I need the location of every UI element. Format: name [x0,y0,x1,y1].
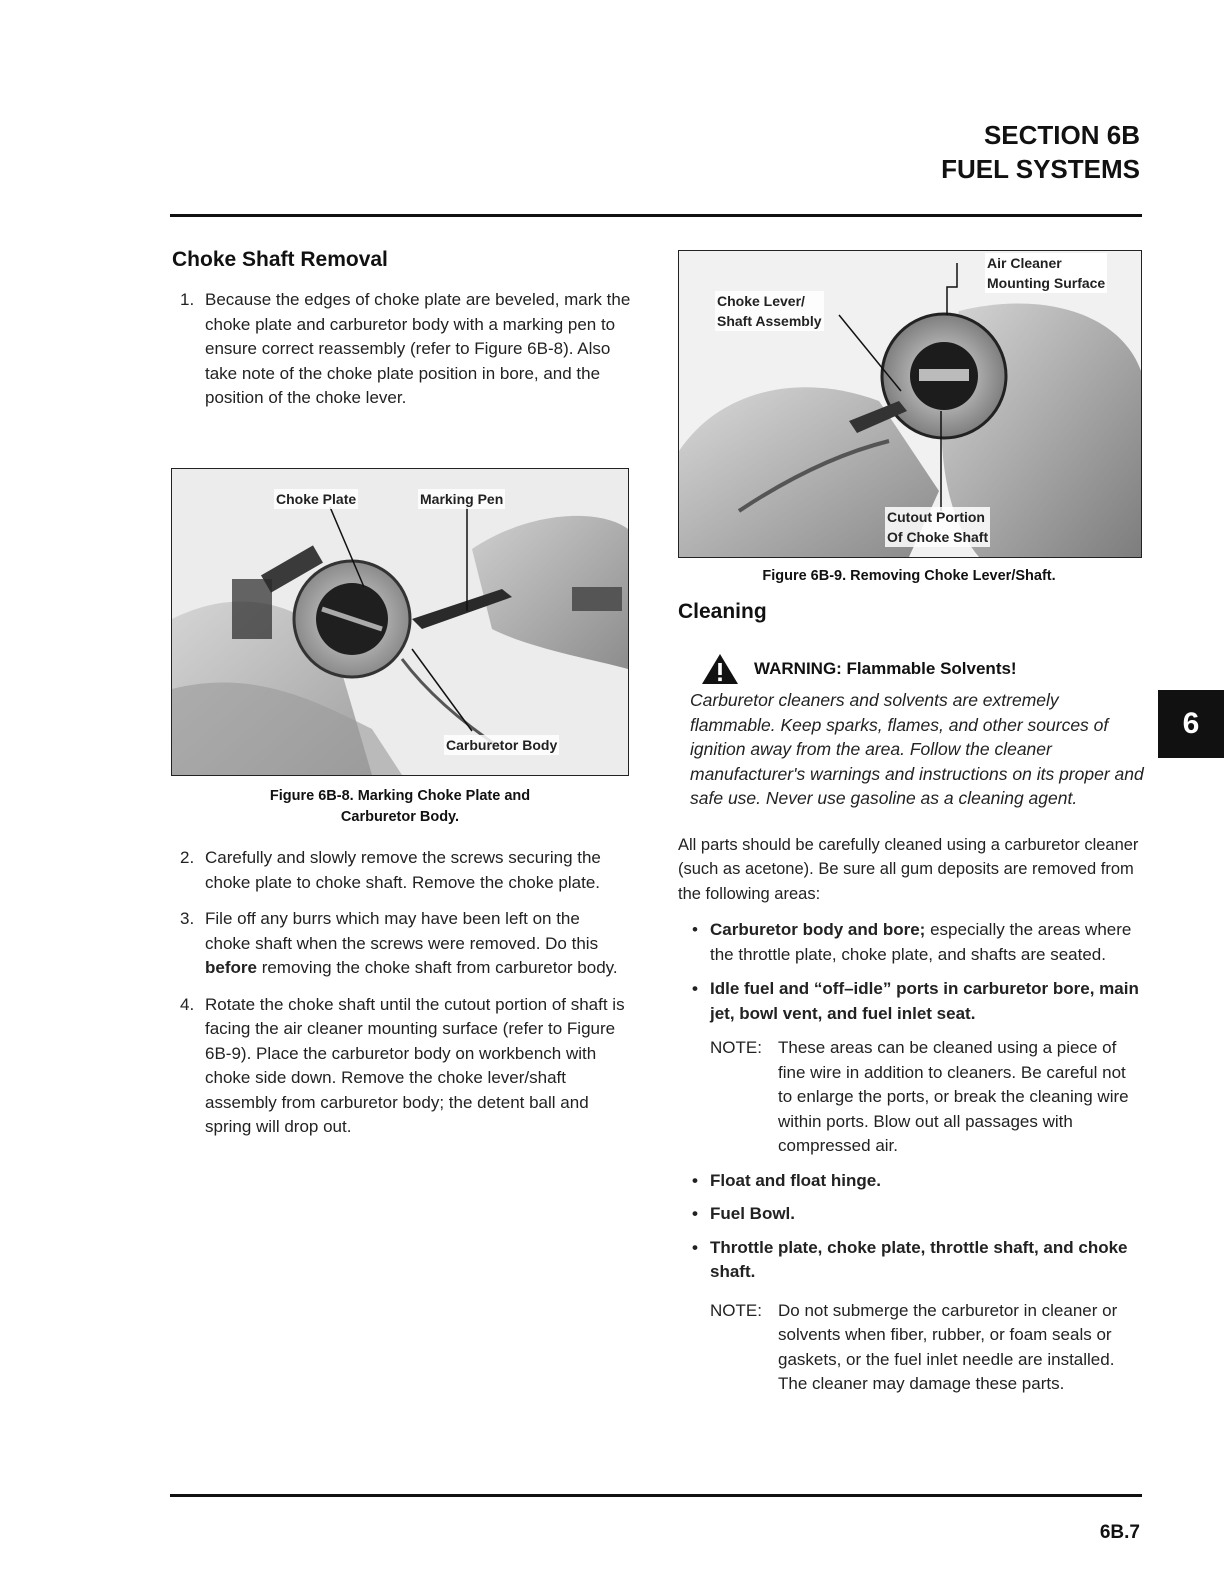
bullet-icon: • [692,1237,698,1257]
step-text-bold: before [205,958,257,977]
note-label: NOTE: [710,1038,762,1057]
label-marking-pen: Marking Pen [420,491,504,507]
step-text: Because the edges of choke plate are beveled, mark the choke plate and carburetor body with a marking pen to ensure correct reassembly (refer to Figure 6B-8). Also take note of the choke plate position in bore, and the position of the choke lever. [205,290,631,407]
step-text-post: removing the choke shaft from carburetor body. [256,958,618,977]
label-carburetor-body: Carburetor Body [446,737,558,753]
bullet-fuel-bowl [678,1202,1144,1227]
step-2 [172,846,626,895]
note-1 [678,1036,1144,1159]
note-text: These areas can be cleaned using a piece of fine wire in addition to cleaners. Be careful not to enlarge the ports, or break the cleaning wire within ports. Blow out all passages with compressed air. [778,1038,1129,1155]
figure-6b-8 [171,468,629,776]
note-label: NOTE: [710,1300,762,1320]
step-3 [172,907,626,981]
bullet-carburetor-body [678,918,1144,967]
figure-6b-8-caption [172,786,628,828]
right-column [678,600,1144,1397]
label-line-2: Shaft Assembly [717,313,822,329]
label-air-cleaner-mounting-surface [985,253,1107,293]
step-4 [172,993,626,1140]
step-number: 4. [180,994,195,1014]
caption-line-2: Carburetor Body. [340,809,460,825]
caption-line-1: Figure 6B-8. Marking Choke Plate and [269,788,531,804]
page-number: 6B.7 [1099,1522,1140,1543]
bullet-text: Idle fuel and “off–idle” ports in carburetor bore, main jet, bowl vent, and fuel inlet seat. [710,979,1139,1023]
section-title: FUEL SYSTEMS [941,154,1140,184]
note-text: Do not submerge the carburetor in cleaner or solvents when fiber, rubber, or foam seals or gaskets, or the fuel inlet needle are installed. The cleaner may damage these parts. [778,1300,1118,1393]
step-text: Carefully and slowly remove the screws securing the choke plate to choke shaft. Remove the choke plate. [205,848,601,892]
bullet-icon: • [692,1204,698,1223]
warning-triangle-icon [700,652,740,686]
cleaning-intro: All parts should be carefully cleaned using a carburetor cleaner (such as acetone). Be sure all gum deposits are removed from the following areas: [678,835,1139,903]
step-number: 1. [180,290,195,309]
section-number: SECTION 6B [983,120,1140,150]
step-text: Rotate the choke shaft until the cutout portion of shaft is facing the air cleaner mounting surface (refer to Figure 6B-9). Place the carburetor body on workbench with choke side down. Remove the choke lever/shaft assembly from carburetor body; the detent ball and spring will drop out. [205,994,625,1136]
step-text-pre: File off any burrs which may have been left on the choke shaft when the screws were removed. Do this [205,909,599,953]
bullet-text: Fuel Bowl. [710,1204,795,1223]
bullet-throttle-choke-plates [678,1236,1144,1285]
bullet-bold-text: Carburetor body and bore; [710,920,926,939]
label-line-1: Air Cleaner [987,255,1062,271]
note-2 [678,1299,1144,1397]
warning-text: Carburetor cleaners and solvents are extremely flammable. Keep sparks, flames, and other sources of ignition away from the area. Follow the cleaner manufacturer's warnings and instructions on its proper and safe use. Never use gasoline as a cleaning agent. [690,690,1144,808]
bullet-icon: • [692,979,698,998]
bullet-icon: • [692,1170,698,1190]
warning-title: WARNING: Flammable Solvents! [754,659,1017,678]
figure-6b-9 [678,250,1142,558]
section-header [941,118,1140,186]
bullet-idle-fuel-ports [678,977,1144,1026]
label-cutout-portion [885,507,990,547]
label-line-2: Mounting Surface [987,275,1106,291]
bottom-rule [170,1494,1142,1497]
cleaning-heading: Cleaning [678,600,767,623]
bullet-icon: • [692,920,698,939]
label-choke-plate: Choke Plate [276,491,357,507]
label-line-1: Cutout Portion [887,509,985,525]
figure-6b-8-photo [172,469,628,775]
top-rule [170,214,1142,217]
bullet-text: Throttle plate, choke plate, throttle shaft, and choke shaft. [710,1237,1128,1281]
bullet-text: Float and float hinge. [710,1170,881,1190]
bullet-float-hinge [678,1169,1144,1194]
steps-continued [172,846,626,1140]
warning-header [678,652,1144,686]
step-1 [172,288,642,411]
section-tab: 6 [1158,690,1224,758]
choke-shaft-removal-heading: Choke Shaft Removal [172,248,388,271]
label-choke-lever-shaft-assembly [715,291,824,331]
label-line-2: Of Choke Shaft [887,529,989,545]
step-number: 2. [180,848,195,867]
label-line-1: Choke Lever/ [717,293,805,309]
figure-6b-9-caption: Figure 6B-9. Removing Choke Lever/Shaft. [762,568,1056,584]
steps-list-1 [172,288,642,411]
step-number: 3. [180,909,195,928]
steps-list-2 [172,846,626,1140]
left-column [172,248,642,411]
bullet-text: especially the areas where the throttle plate, choke plate, and shafts are seated. [710,920,1132,964]
